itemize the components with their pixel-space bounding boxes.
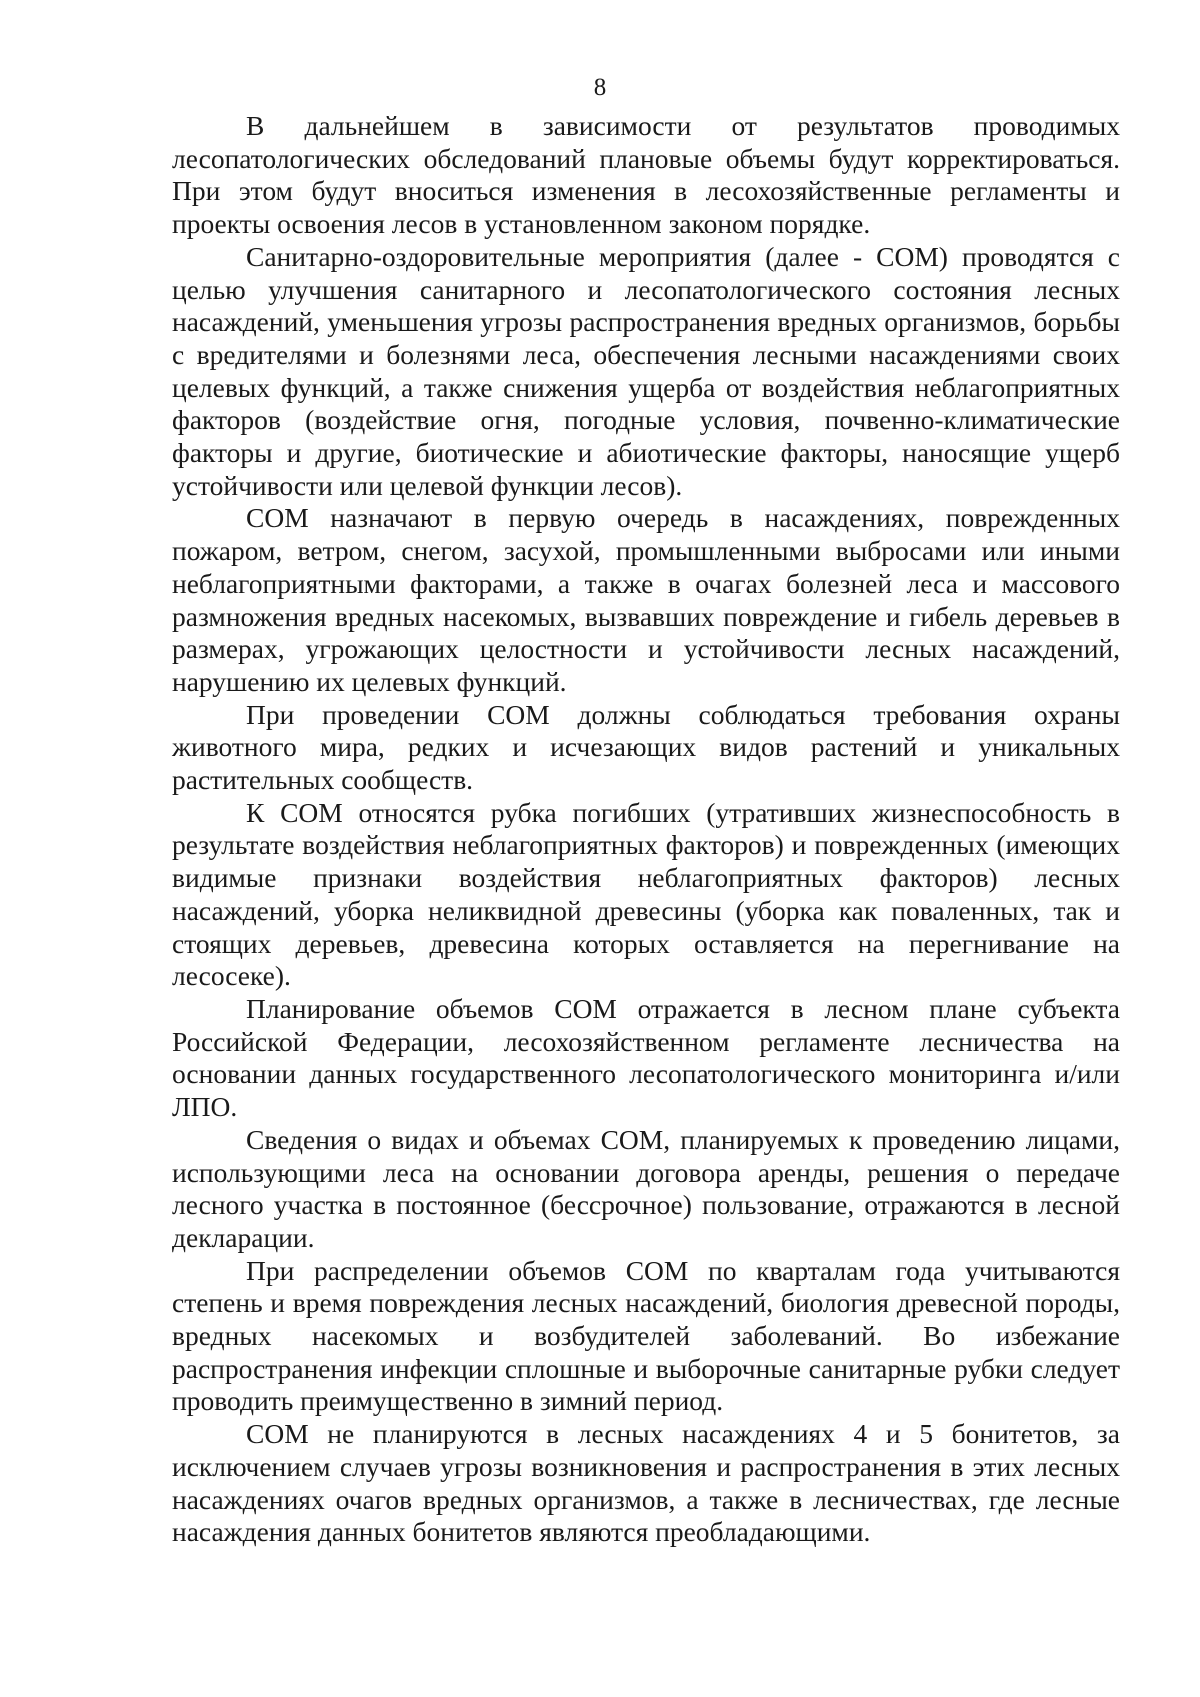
paragraph-som-planning: Планирование объемов СОМ отражается в лесном плане субъекта Российской Федерации, лесохозяйственном регламенте лесничества на основании данных государственного лесопатологического мониторинга и/или ЛПО.	[172, 992, 1120, 1123]
paragraph-wildlife-protection: При проведении СОМ должны соблюдаться требования охраны животного мира, редких и исчезающих видов растений и уникальных растительных сообществ.	[172, 698, 1120, 796]
paragraph-planned-volumes: В дальнейшем в зависимости от результатов проводимых лесопатологических обследований плановые объемы будут корректироваться. При этом будут вноситься изменения в лесохозяйственные регламенты и проекты освоения лесов в установленном законом порядке.	[172, 110, 1120, 240]
page-number: 8	[593, 74, 607, 101]
paragraph-quarterly-distribution: При распределении объемов СОМ по кварталам года учитываются степень и время повреждения лесных насаждений, биология древесной породы, вредных насекомых и возбудителей заболеваний. Во избежание распространения инфекции сплошные и выборочные санитарные рубки следует проводить преимущественно в зимний период.	[172, 1254, 1120, 1417]
paragraph-forest-declaration: Сведения о видах и объемах СОМ, планируемых к проведению лицами, использующими леса на основании договора аренды, решения о передаче лесного участка в постоянное (бессрочное) пользование, отражаются в лесной декларации.	[172, 1123, 1120, 1253]
paragraph-bonitet-exception: СОМ не планируются в лесных насаждениях 4 и 5 бонитетов, за исключением случаев угрозы возникновения и распространения в этих лесных насаждениях очагов вредных организмов, а также в лесничествах, где лесные насаждения данных бонитетов являются преобладающими.	[172, 1418, 1120, 1548]
document-body	[172, 110, 1120, 1549]
paragraph-som-types: К СОМ относятся рубка погибших (утративших жизнеспособность в результате воздействия неблагоприятных факторов) и поврежденных (имеющих видимые признаки воздействия неблагоприятных факторов) лесных насаждений, уборка неликвидной древесины (уборка как поваленных, так и стоящих деревьев, древесина которых оставляется на перегнивание на лесосеке).	[172, 796, 1120, 992]
paragraph-som-assignment: СОМ назначают в первую очередь в насаждениях, поврежденных пожаром, ветром, снегом, засухой, промышленными выбросами или иными неблагоприятными факторами, а также в очагах болезней леса и массового размножения вредных насекомых, вызвавших повреждение и гибель деревьев в размерах, угрожающих целостности и устойчивости лесных насаждений, нарушению их целевых функций.	[172, 502, 1120, 697]
paragraph-som-definition: Санитарно-оздоровительные мероприятия (далее - СОМ) проводятся с целью улучшения санитарного и лесопатологического состояния лесных насаждений, уменьшения угрозы распространения вредных организмов, борьбы с вредителями и болезнями леса, обеспечения лесными насаждениями своих целевых функций, а также снижения ущерба от воздействия неблагоприятных факторов (воздействие огня, погодные условия, почвенно-климатические факторы и другие, биотические и абиотические факторы, наносящие ущерб устойчивости или целевой функции лесов).	[172, 240, 1120, 501]
